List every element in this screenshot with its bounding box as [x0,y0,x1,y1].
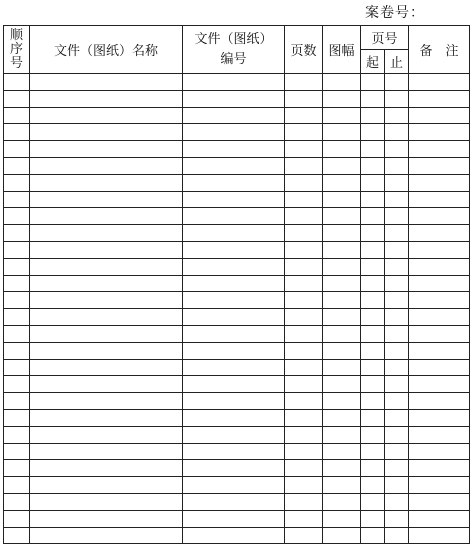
table-cell [385,191,409,208]
table-cell [323,124,361,141]
table-cell [183,292,285,309]
table-cell [183,359,285,376]
table-cell [30,325,183,342]
table-cell [30,426,183,443]
table-cell [385,275,409,292]
header-page-end: 止 [385,50,409,74]
table-cell [183,443,285,460]
table-row [4,342,470,359]
table-cell [30,141,183,158]
table-cell [323,359,361,376]
table-cell [30,493,183,510]
table-cell [183,191,285,208]
table-cell [30,90,183,107]
table-cell [30,527,183,544]
header-remarks: 备 注 [409,26,470,74]
table-row [4,191,470,208]
table-cell [385,157,409,174]
table-cell [385,309,409,326]
table-cell [285,325,323,342]
table-cell [30,292,183,309]
table-cell [285,477,323,494]
table-cell [409,460,470,477]
table-cell [285,443,323,460]
table-row [4,141,470,158]
table-cell [361,191,385,208]
table-cell [285,90,323,107]
table-cell [409,393,470,410]
table-cell [385,426,409,443]
table-cell [361,107,385,124]
table-row [4,241,470,258]
table-cell [361,460,385,477]
table-cell [323,376,361,393]
table-cell [409,426,470,443]
table-cell [385,124,409,141]
table-row [4,510,470,527]
table-cell [285,460,323,477]
table-cell [323,443,361,460]
table-cell [285,208,323,225]
table-cell [361,393,385,410]
table-cell [361,376,385,393]
table-cell [409,510,470,527]
table-row [4,527,470,544]
table-cell [30,477,183,494]
table-cell [30,74,183,91]
table-row [4,376,470,393]
table-row [4,275,470,292]
table-cell [4,225,30,242]
table-cell [183,241,285,258]
table-cell [4,376,30,393]
table-cell [4,208,30,225]
table-cell [4,510,30,527]
table-cell [285,409,323,426]
table-cell [285,74,323,91]
table-cell [385,107,409,124]
table-cell [323,292,361,309]
table-cell [183,107,285,124]
header-sheet-size: 图幅 [323,26,361,74]
table-cell [285,359,323,376]
header-file-code: 文件（图纸） 编号 [183,26,285,74]
table-cell [4,141,30,158]
table-cell [4,292,30,309]
table-cell [183,376,285,393]
table-cell [4,409,30,426]
table-cell [409,241,470,258]
table-cell [385,359,409,376]
table-cell [409,191,470,208]
table-cell [285,493,323,510]
table-cell [385,342,409,359]
table-cell [361,174,385,191]
table-cell [30,107,183,124]
table-row [4,107,470,124]
table-cell [361,258,385,275]
table-cell [30,510,183,527]
table-cell [4,174,30,191]
file-catalog-table [3,25,470,544]
table-row [4,157,470,174]
table-cell [361,359,385,376]
table-row [4,90,470,107]
table-cell [323,460,361,477]
table-cell [285,107,323,124]
table-cell [323,426,361,443]
table-cell [30,191,183,208]
table-cell [183,460,285,477]
table-cell [323,107,361,124]
table-row [4,477,470,494]
table-cell [4,325,30,342]
table-cell [385,493,409,510]
table-cell [361,325,385,342]
table-cell [285,309,323,326]
table-cell [409,107,470,124]
table-cell [30,393,183,410]
table-cell [183,477,285,494]
table-cell [30,275,183,292]
table-cell [183,426,285,443]
table-cell [285,426,323,443]
table-cell [385,241,409,258]
table-cell [409,443,470,460]
table-cell [409,208,470,225]
table-cell [323,141,361,158]
table-row [4,225,470,242]
table-row [4,493,470,510]
table-cell [285,191,323,208]
table-cell [4,477,30,494]
table-cell [30,174,183,191]
table-cell [323,510,361,527]
table-cell [385,208,409,225]
header-page-count: 页数 [285,26,323,74]
table-cell [409,376,470,393]
table-cell [4,107,30,124]
table-row [4,426,470,443]
table-cell [361,426,385,443]
table-cell [4,493,30,510]
table-cell [285,141,323,158]
table-cell [361,124,385,141]
table-cell [385,409,409,426]
table-cell [183,90,285,107]
table-cell [30,342,183,359]
table-cell [385,258,409,275]
table-cell [361,275,385,292]
table-cell [361,157,385,174]
table-cell [323,258,361,275]
table-cell [30,359,183,376]
table-cell [385,90,409,107]
table-cell [385,393,409,410]
table-cell [385,292,409,309]
table-cell [183,74,285,91]
table-cell [4,191,30,208]
table-cell [30,157,183,174]
header-sequence-number: 顺 序 号 [4,26,30,74]
table-cell [323,393,361,410]
table-cell [409,292,470,309]
table-cell [285,258,323,275]
table-cell [4,359,30,376]
table-cell [409,493,470,510]
table-cell [285,124,323,141]
table-cell [4,309,30,326]
table-cell [385,376,409,393]
table-cell [183,157,285,174]
table-cell [323,225,361,242]
table-cell [323,409,361,426]
table-cell [361,225,385,242]
table-cell [361,309,385,326]
table-row [4,325,470,342]
table-cell [285,510,323,527]
table-cell [183,225,285,242]
table-cell [4,74,30,91]
table-cell [30,124,183,141]
table-cell [4,241,30,258]
table-cell [385,527,409,544]
table-cell [323,342,361,359]
table-cell [323,527,361,544]
table-row [4,460,470,477]
table-cell [361,141,385,158]
table-cell [361,409,385,426]
table-row [4,208,470,225]
header-page-number: 页号 [361,26,409,50]
table-cell [30,409,183,426]
table-cell [385,225,409,242]
table-cell [361,443,385,460]
table-cell [323,74,361,91]
table-cell [385,443,409,460]
table-cell [285,292,323,309]
table-cell [4,460,30,477]
table-cell [183,393,285,410]
table-row [4,309,470,326]
table-cell [409,90,470,107]
table-cell [409,275,470,292]
table-cell [361,493,385,510]
table-cell [183,124,285,141]
table-cell [361,241,385,258]
table-cell [323,208,361,225]
table-cell [323,157,361,174]
table-cell [183,510,285,527]
table-cell [183,258,285,275]
table-row [4,174,470,191]
table-row [4,74,470,91]
header-page-start: 起 [361,50,385,74]
table-cell [285,157,323,174]
table-row [4,409,470,426]
table-cell [409,258,470,275]
table-cell [285,393,323,410]
table-cell [409,225,470,242]
table-cell [385,477,409,494]
table-row [4,292,470,309]
table-cell [361,510,385,527]
table-cell [409,157,470,174]
table-cell [285,174,323,191]
table-cell [361,342,385,359]
table-cell [30,258,183,275]
table-cell [285,527,323,544]
table-row [4,393,470,410]
table-cell [4,258,30,275]
table-cell [323,191,361,208]
table-cell [409,325,470,342]
table-cell [409,409,470,426]
table-cell [385,325,409,342]
table-cell [4,393,30,410]
table-cell [323,493,361,510]
header-file-name: 文件（图纸）名称 [30,26,183,74]
table-cell [409,124,470,141]
table-cell [183,141,285,158]
table-cell [183,275,285,292]
table-row [4,258,470,275]
table-cell [409,342,470,359]
table-cell [30,208,183,225]
table-cell [183,309,285,326]
table-cell [361,292,385,309]
table-cell [323,309,361,326]
table-cell [183,493,285,510]
table-cell [409,309,470,326]
case-number-label: 案卷号： [365,5,425,21]
table-cell [409,477,470,494]
table-cell [323,325,361,342]
table-cell [361,74,385,91]
table-row [4,359,470,376]
table-cell [183,342,285,359]
table-cell [4,443,30,460]
table-cell [4,124,30,141]
table-row [4,124,470,141]
table-cell [385,74,409,91]
table-cell [361,527,385,544]
table-cell [4,275,30,292]
table-cell [323,174,361,191]
table-cell [4,90,30,107]
table-cell [30,460,183,477]
table-cell [361,90,385,107]
table-cell [285,225,323,242]
table-cell [183,409,285,426]
table-cell [4,342,30,359]
table-cell [285,376,323,393]
table-cell [285,342,323,359]
table-cell [323,477,361,494]
table-cell [4,426,30,443]
table-cell [285,241,323,258]
table-cell [183,208,285,225]
table-cell [385,141,409,158]
table-cell [361,208,385,225]
table-cell [4,157,30,174]
table-cell [409,359,470,376]
table-cell [183,527,285,544]
table-cell [30,225,183,242]
table-cell [409,141,470,158]
table-cell [183,174,285,191]
table-row [4,443,470,460]
table-cell [4,527,30,544]
table-cell [409,174,470,191]
table-cell [30,241,183,258]
table-cell [385,460,409,477]
table-cell [361,477,385,494]
table-cell [385,510,409,527]
table-cell [30,443,183,460]
table-cell [323,90,361,107]
table-cell [409,527,470,544]
table-cell [30,376,183,393]
table-cell [183,325,285,342]
table-cell [385,174,409,191]
table-cell [30,309,183,326]
table-cell [285,275,323,292]
table-cell [323,275,361,292]
table-cell [409,74,470,91]
table-cell [323,241,361,258]
